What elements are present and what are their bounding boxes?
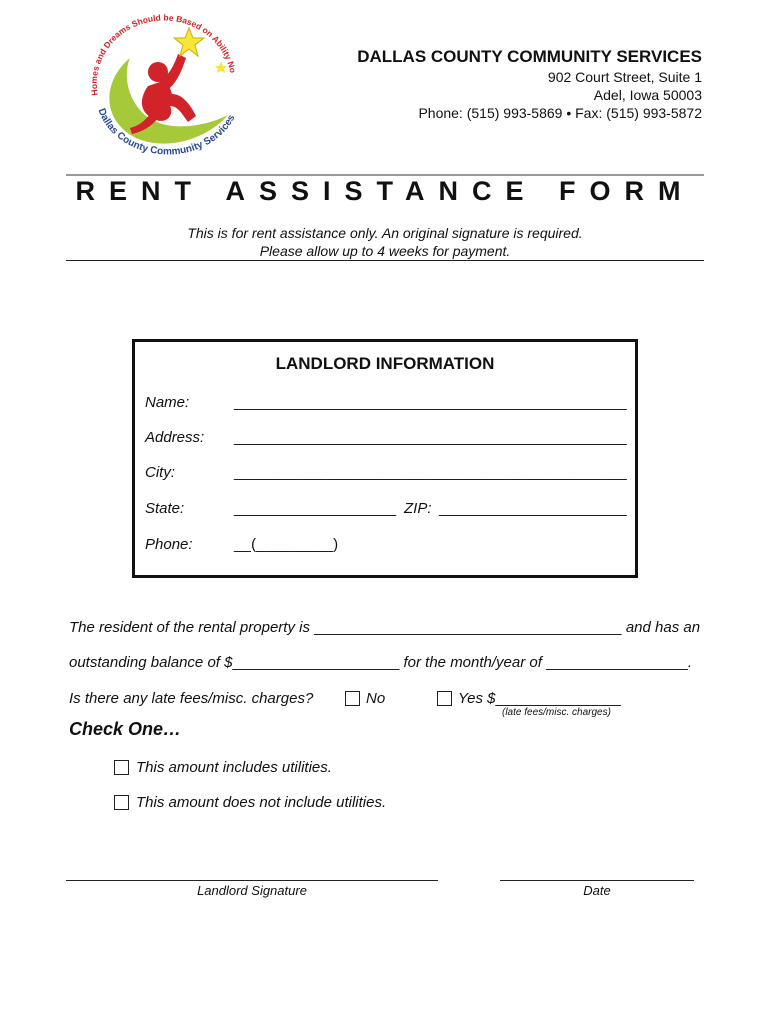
- late-fees-yes-checkbox[interactable]: [437, 691, 452, 706]
- address-line-2: Adel, Iowa 50003: [593, 87, 702, 103]
- logo-arc-text: Homes and Dreams Should be Based on Ability No: [88, 12, 239, 97]
- landlord-phone-label: Phone:: [145, 536, 193, 553]
- landlord-state-field[interactable]: ___________________: [234, 500, 397, 517]
- balance-prefix: outstanding balance of $: [69, 654, 233, 671]
- landlord-zip-label: ZIP:: [404, 500, 432, 517]
- balance-amount-field[interactable]: ____________________: [232, 654, 400, 671]
- date-line[interactable]: [500, 880, 694, 881]
- late-fees-yes-row: [458, 690, 621, 707]
- late-fees-yes-label: Yes $: [458, 690, 496, 707]
- check-one-heading: Check One…: [69, 719, 182, 739]
- landlord-address-label: Address:: [145, 429, 205, 446]
- late-fees-amount-field[interactable]: _______________: [495, 690, 621, 707]
- late-fees-no-label: No: [366, 690, 386, 707]
- landlord-address-field[interactable]: ______________________________________________: [234, 429, 627, 446]
- resident-line-1: [69, 619, 700, 636]
- month-year-field[interactable]: _________________: [546, 654, 688, 671]
- logo-figure-body: [142, 54, 196, 122]
- subtitle-line-1: This is for rent assistance only. An original signature is required.: [187, 225, 583, 241]
- landlord-signature-line[interactable]: [66, 880, 438, 881]
- late-fees-no-checkbox[interactable]: [345, 691, 360, 706]
- resident-prefix: The resident of the rental property is: [69, 619, 315, 636]
- date-label: Date: [583, 883, 611, 898]
- landlord-city-label: City:: [145, 464, 175, 481]
- includes-utilities-label: This amount includes utilities.: [136, 759, 332, 776]
- landlord-city-field[interactable]: ______________________________________________: [234, 464, 627, 481]
- resident-name-field[interactable]: ____________________________________: [314, 619, 622, 636]
- balance-suffix: .: [687, 654, 693, 671]
- logo-graphic: [78, 10, 254, 160]
- landlord-info-box: [132, 339, 638, 578]
- excludes-utilities-checkbox[interactable]: [114, 795, 129, 810]
- landlord-info-heading: LANDLORD INFORMATION: [275, 354, 495, 373]
- landlord-name-field[interactable]: ______________________________________________: [234, 394, 627, 411]
- landlord-phone-field[interactable]: __(_________): [234, 536, 339, 553]
- includes-utilities-checkbox[interactable]: [114, 760, 129, 775]
- landlord-name-label: Name:: [145, 394, 190, 411]
- form-title: RENT ASSISTANCE FORM: [75, 176, 695, 206]
- resident-line-2: [69, 654, 692, 671]
- month-year-label: for the month/year of: [399, 654, 547, 671]
- logo-small-star: [215, 62, 227, 73]
- address-line-1: 902 Court Street, Suite 1: [547, 69, 702, 85]
- landlord-state-label: State:: [145, 500, 185, 517]
- title-divider: [66, 260, 704, 261]
- contact-line: Phone: (515) 993-5869 • Fax: (515) 993-5872: [418, 105, 702, 121]
- excludes-utilities-label: This amount does not include utilities.: [136, 794, 387, 811]
- logo-name-textpath: Dallas County Community Services: [95, 106, 238, 158]
- organization-name: DALLAS COUNTY COMMUNITY SERVICES: [357, 47, 702, 66]
- organization-logo: [78, 10, 254, 160]
- resident-suffix: and has an: [621, 619, 701, 636]
- late-fees-question: Is there any late fees/misc. charges?: [69, 690, 314, 707]
- landlord-zip-field[interactable]: ______________________: [439, 500, 627, 517]
- subtitle-line-2: Please allow up to 4 weeks for payment.: [259, 243, 511, 259]
- landlord-signature-label: Landlord Signature: [197, 883, 307, 898]
- late-fees-note: (late fees/misc. charges): [502, 707, 611, 718]
